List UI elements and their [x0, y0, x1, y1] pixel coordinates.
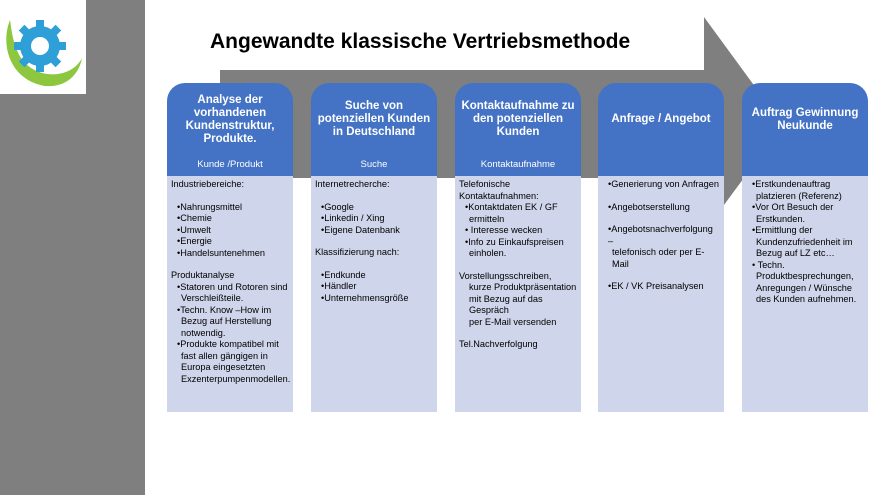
- step-body: [167, 176, 293, 412]
- step-line: •Handelsuntenehmen: [177, 247, 266, 258]
- step-line: ermitteln: [469, 213, 505, 224]
- step-line: Produktanalyse: [171, 270, 235, 280]
- step-line: •Produkte kompatibel mit: [177, 339, 279, 349]
- step-line: [315, 236, 433, 247]
- step-header: Kontaktaufnahme zu den potenziellen Kunden: [455, 83, 581, 156]
- step-line: Gespräch: [469, 305, 509, 315]
- step-line: Internetrecherche:: [315, 179, 390, 189]
- step-header: Anfrage / Angebot: [598, 83, 724, 156]
- step-line: Kontaktaufnahmen:: [459, 190, 539, 201]
- step-body: [742, 176, 868, 412]
- step-subtitle: Kunde /Produkt: [167, 156, 293, 176]
- step-line: Tel.Nachverfolgung: [459, 339, 538, 349]
- step-line: per E-Mail versenden: [469, 316, 557, 327]
- step-line: •EK / VK Preisanalysen: [608, 281, 704, 291]
- step-subtitle: Suche: [311, 156, 437, 176]
- step-line: Vorstellungsschreiben,: [459, 270, 552, 281]
- step-subtitle: [598, 156, 724, 176]
- step-body: [455, 176, 581, 412]
- step-line: •Händler: [321, 281, 357, 291]
- step-body: [311, 176, 437, 412]
- step-line: •Umwelt: [177, 224, 211, 235]
- step-line: •Erstkundenauftrag: [752, 179, 831, 189]
- step-line: •Chemie: [177, 213, 212, 223]
- step-line: •Energie: [177, 236, 212, 246]
- step-line: notwendig.: [181, 327, 226, 338]
- step-line: Anregungen / Wünsche: [756, 282, 853, 293]
- step-line: einholen.: [469, 248, 507, 258]
- step-line: •Info zu Einkaufspreisen: [465, 236, 564, 247]
- step-line: Telefonische: [459, 179, 511, 189]
- step-line: des Kunden aufnehmen.: [756, 294, 857, 304]
- step-line: [315, 191, 433, 202]
- step-subtitle: [742, 156, 868, 176]
- step-header: Auftrag Gewinnung Neukunde: [742, 83, 868, 156]
- step-line: •Generierung von Anfragen: [608, 179, 719, 189]
- step-line: Exzenterpumpenmodellen.: [181, 373, 291, 384]
- step-line: [171, 259, 289, 270]
- step-line: •Unternehmensgröße: [321, 292, 409, 303]
- step-line: Klassifizierung nach:: [315, 247, 400, 257]
- step-line: •Angebotsnachverfolgung –: [608, 224, 713, 246]
- step-line: •Ermittlung der: [752, 225, 813, 235]
- page-title: Angewandte klassische Vertriebsmethode: [210, 30, 631, 53]
- step-line: Bezug auf Herstellung: [181, 316, 272, 326]
- step-line: •Vor Ort Besuch der: [752, 202, 834, 212]
- step-line: Bezug auf LZ etc…: [756, 248, 835, 258]
- step-line: mit Bezug auf das: [469, 293, 543, 304]
- step-column-1: [167, 83, 293, 412]
- step-line: Produktbesprechungen,: [756, 271, 854, 281]
- step-line: • Techn.: [752, 259, 785, 270]
- step-line: [602, 213, 720, 224]
- step-line: Kundenzufriedenheit im: [756, 236, 853, 247]
- step-line: •Eigene Datenbank: [321, 224, 400, 235]
- step-line: [459, 260, 577, 271]
- step-line: telefonisch oder per E-Mail: [612, 247, 705, 269]
- step-line: Verschleißteile.: [181, 293, 244, 303]
- step-line: [315, 259, 433, 270]
- step-line: Erstkunden.: [756, 213, 806, 224]
- step-header: Analyse der vorhandenen Kundenstruktur, Produkte.: [167, 83, 293, 156]
- step-line: [602, 270, 720, 281]
- step-column-5: [742, 83, 868, 412]
- step-header: Suche von potenziellen Kunden in Deutschland: [311, 83, 437, 156]
- step-column-3: [455, 83, 581, 412]
- step-line: •Techn. Know –How im: [177, 304, 272, 315]
- step-line: •Kontaktdaten EK / GF: [465, 202, 558, 212]
- step-line: •Linkedin / Xing: [321, 213, 385, 223]
- step-line: [602, 191, 720, 202]
- step-line: platzieren (Referenz): [756, 190, 842, 201]
- step-line: Europa eingesetzten: [181, 362, 266, 372]
- step-body: [598, 176, 724, 412]
- step-line: •Angebotserstellung: [608, 201, 690, 212]
- step-subtitle: Kontaktaufnahme: [455, 156, 581, 176]
- step-line: kurze Produktpräsentation: [469, 282, 577, 292]
- step-line: fast allen gängigen in: [181, 350, 268, 361]
- step-line: [459, 328, 577, 339]
- step-line: •Statoren und Rotoren sind: [177, 281, 288, 292]
- step-column-2: [311, 83, 437, 412]
- step-line: Industriebereiche:: [171, 179, 245, 189]
- step-line: •Endkunde: [321, 269, 366, 280]
- step-line: •Nahrungsmittel: [177, 201, 243, 212]
- step-line: • Interesse wecken: [465, 225, 543, 235]
- step-line: •Google: [321, 201, 354, 212]
- step-column-4: [598, 83, 724, 412]
- step-line: [171, 191, 289, 202]
